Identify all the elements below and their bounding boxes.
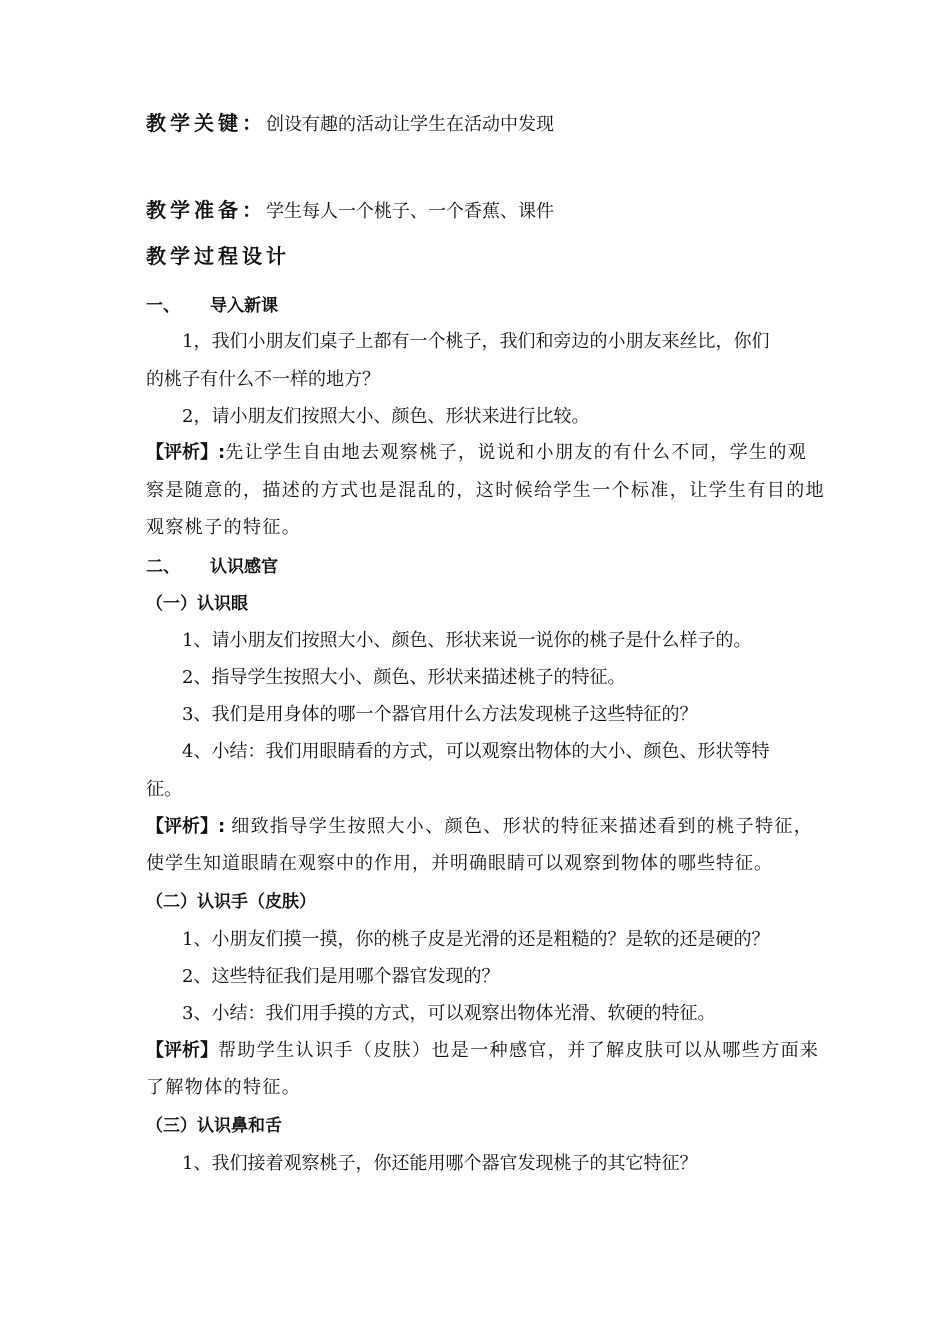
sub-1-comment-text-a: 细致指导学生按照大小、颜色、形状的特征来描述看到的桃子特征， [231,816,814,837]
sub-1-comment-line-2: 使学生知道眼睛在观察中的作用，并明确眼睛可以观察到物体的哪些特征。 [146,853,773,874]
teaching-prep-text: 学生每人一个桃子、一个香蕉、课件 [266,201,554,222]
s1-comment-label: 【评析】: [146,442,226,463]
teaching-prep-line [146,198,554,224]
sub-2-item-2: 2、这些特征我们是用哪个器官发现的？ [182,966,500,987]
sub-2-title: （二）认识手（皮肤） [146,892,316,912]
section-1-number: 一、 [146,296,180,316]
sub-1-item-3: 3、我们是用身体的哪一个器官用什么方法发现桃子这些特征的？ [182,704,698,725]
teaching-key-line [146,111,554,137]
section-1-title: 导入新课 [210,296,278,316]
teaching-key-label: 教学关键： [146,111,266,135]
section-2-number: 二、 [146,557,180,577]
sub-1-item-4a: 4、小结：我们用眼睛看的方式，可以观察出物体的大小、颜色、形状等特 [182,741,770,762]
s1-paragraph-1b: 的桃子有什么不一样的地方？ [146,369,380,390]
s1-comment-line-3: 观察桃子的特征。 [146,517,302,538]
s1-comment-text-a: 先让学生自由地去观察桃子，说说和小朋友的有什么不同，学生的观 [225,442,808,463]
s1-paragraph-2: 2，请小朋友们按照大小、颜色、形状来进行比较。 [182,406,590,427]
sub-2-comment-label: 【评析】 [146,1040,218,1061]
section-2-title: 认识感官 [210,557,278,577]
sub-1-item-2: 2、指导学生按照大小、颜色、形状来描述桃子的特征。 [182,667,626,688]
sub-2-item-3: 3、小结：我们用手摸的方式，可以观察出物体光滑、软硬的特征。 [182,1003,716,1024]
teaching-key-text: 创设有趣的活动让学生在活动中发现 [266,114,554,135]
s1-comment-line-1 [146,441,807,465]
teaching-prep-label: 教学准备： [146,198,266,222]
sub-3-item-1: 1、我们接着观察桃子，你还能用哪个器官发现桃子的其它特征？ [182,1153,698,1174]
s1-paragraph-1a: 1，我们小朋友们桌子上都有一个桃子，我们和旁边的小朋友来丝比，你们 [182,331,770,352]
sub-1-item-4b: 征。 [146,779,182,800]
sub-1-title: （一）认识眼 [146,594,248,614]
sub-1-comment-line-1 [146,815,813,839]
sub-2-comment-line-2: 了解物体的特征。 [146,1077,302,1098]
sub-2-comment-text-a: 帮助学生认识手（皮肤）也是一种感官，并了解皮肤可以从哪些方面来 [218,1040,820,1061]
section-1-heading [146,294,278,318]
section-2-heading [146,555,278,579]
sub-1-item-1: 1、请小朋友们按照大小、颜色、形状来说一说你的桃子是什么样子的。 [182,630,752,651]
sub-2-item-1: 1、小朋友们摸一摸，你的桃子皮是光滑的还是粗糙的？是软的还是硬的？ [182,929,770,950]
sub-3-title: （三）认识鼻和舌 [146,1116,282,1136]
process-title: 教学过程设计 [146,244,290,268]
s1-comment-line-2: 察是随意的，描述的方式也是混乱的，这时候给学生一个标准，让学生有目的地 [146,480,825,501]
sub-2-comment-line-1 [146,1039,819,1063]
sub-1-comment-label: 【评析】: [146,816,226,837]
